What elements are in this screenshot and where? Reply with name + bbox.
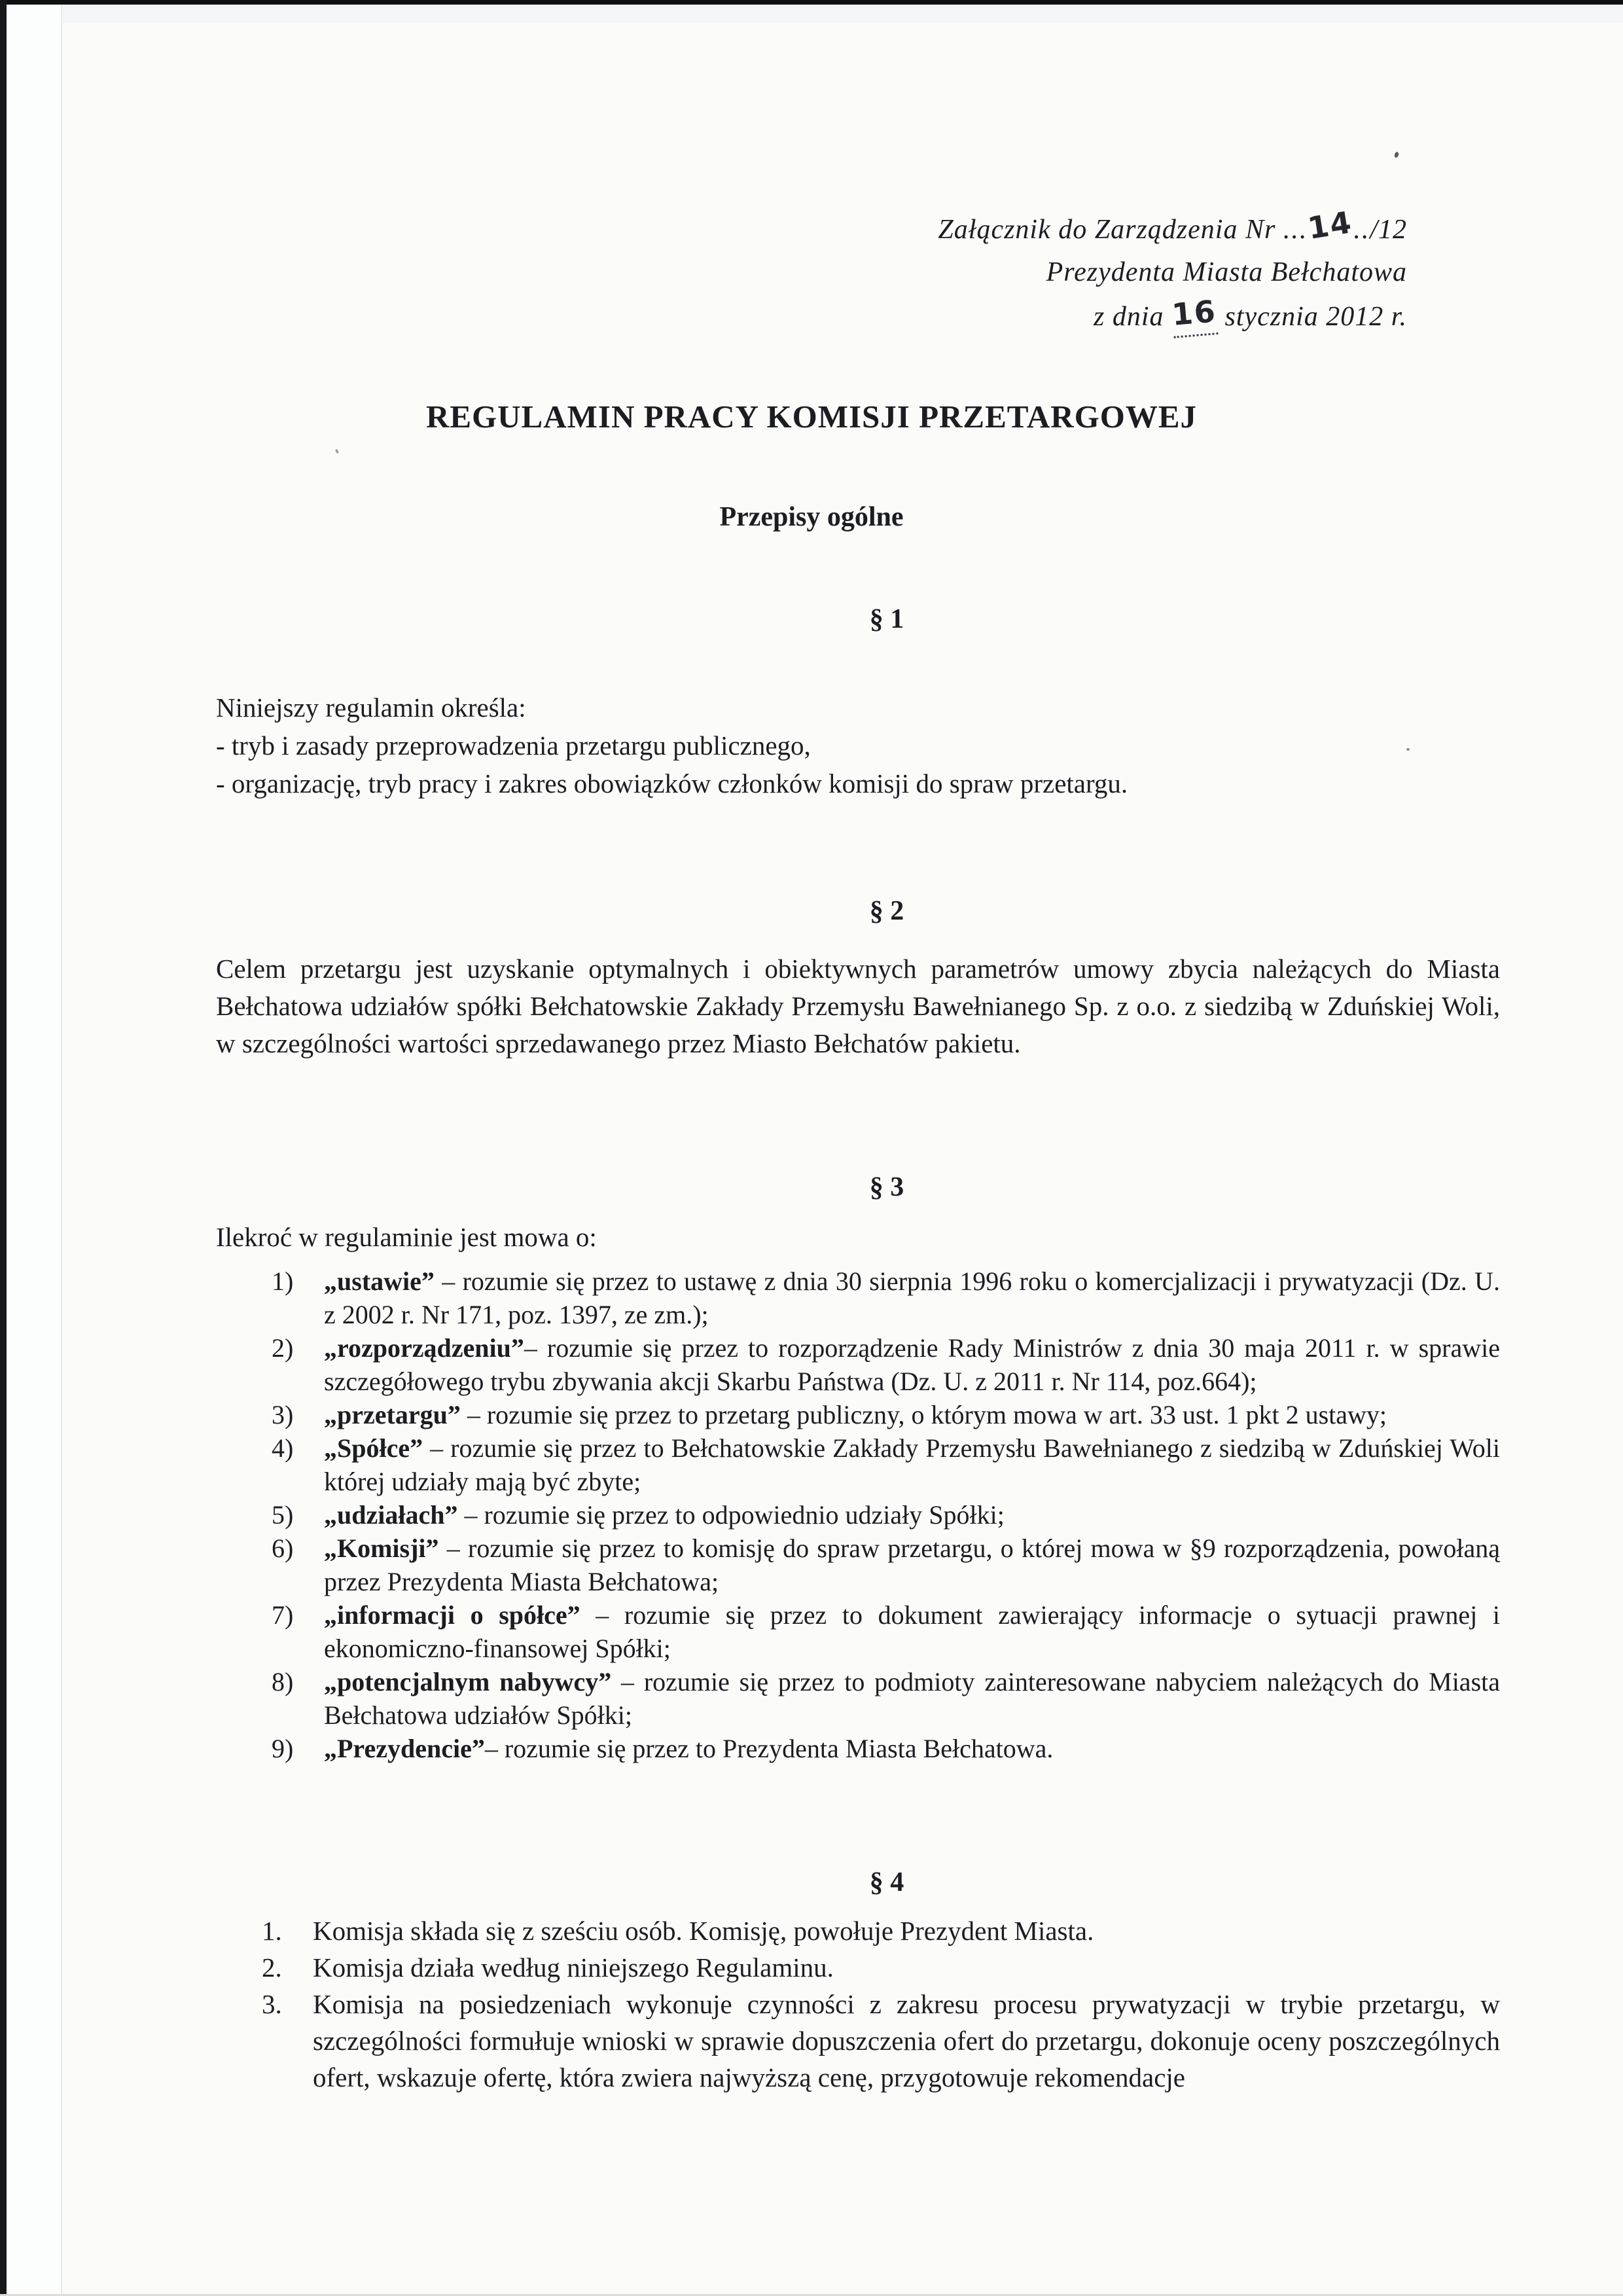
handwritten-number: 14	[1305, 204, 1355, 247]
item-number: 6)	[272, 1534, 294, 1563]
item-text	[324, 1532, 1500, 1598]
item-text	[324, 1398, 1500, 1431]
item-number: 2)	[272, 1333, 294, 1363]
item-definition: – rozumie się przez to Prezydenta Miasta Bełchatowa.	[484, 1734, 1054, 1763]
scan-edge-left	[0, 0, 7, 2296]
document-title: REGULAMIN PRACY KOMISJI PRZETARGOWEJ	[425, 399, 1198, 435]
item-number: 3)	[272, 1400, 294, 1429]
item-number: 8)	[272, 1667, 294, 1696]
item-definition: – rozumie się przez to Bełchatowskie Zakłady Przemysłu Bawełnianego z siedzibą w Zduńskiej Woli której udziały mają być zbyte;	[324, 1433, 1500, 1496]
item-definition: – rozumie się przez to przetarg publiczny, o którym mowa w art. 33 ust. 1 pkt 2 ustawy;	[460, 1400, 1387, 1429]
handwritten-number: 16	[1170, 290, 1219, 338]
attachment-note	[938, 204, 1407, 338]
definition-list-item	[272, 1431, 1500, 1498]
item-text	[324, 1732, 1500, 1765]
item-text	[324, 1431, 1500, 1498]
item-text	[324, 1598, 1500, 1665]
item-number: 7)	[272, 1600, 294, 1630]
section-4-heading: § 4	[869, 1867, 904, 1897]
item-text: Komisja działa według niniejszego Regulaminu.	[313, 1952, 834, 1982]
item-text	[324, 1498, 1500, 1532]
rules-list	[262, 1912, 1500, 2096]
item-term: „Komisji”	[324, 1534, 439, 1563]
item-term: „udziałach”	[324, 1500, 458, 1530]
paragraph: - tryb i zasady przeprowadzenia przetargu publicznego,	[216, 730, 811, 761]
item-definition: – rozumie się przez to podmioty zainteresowane nabyciem należących do Miasta Bełchatowa udziałów Spółki;	[324, 1667, 1500, 1730]
item-text	[324, 1331, 1500, 1398]
rule-list-item	[262, 1986, 1500, 2096]
item-term: „potencjalnym nabywcy”	[324, 1667, 612, 1696]
definition-list-item	[272, 1665, 1500, 1732]
item-text: Komisja na posiedzeniach wykonuje czynności z zakresu procesu prywatyzacji w trybie przetargu, w szczególności formułuje wnioski w sprawie dopuszczenia ofert do przetargu, dokonuje oceny poszczególnych ofert, wskazuje ofertę, która zwiera najwyższą cenę, przygotowuje rekomendacje	[313, 1989, 1500, 2092]
section-3-intro: Ilekroć w regulaminie jest mowa o:	[216, 1222, 597, 1252]
item-term: „rozporządzeniu”	[324, 1333, 524, 1363]
item-term: „ustawie”	[324, 1266, 435, 1296]
attachment-note-line3-text: z dnia	[1093, 302, 1171, 332]
definitions-list	[272, 1265, 1500, 1765]
item-number: 4)	[272, 1433, 294, 1463]
scan-margin-strip	[7, 5, 62, 2296]
section-3-heading: § 3	[869, 1172, 904, 1202]
dotted-blank: ...	[1283, 215, 1308, 245]
item-definition: – rozumie się przez to ustawę z dnia 30 sierpnia 1996 roku o komercjalizacji i prywatyzacji (Dz. U. z 2002 r. Nr 171, poz. 1397, ze zm.);	[324, 1266, 1500, 1329]
item-number: 1.	[262, 1916, 282, 1946]
item-definition: – rozumie się przez to komisję do spraw przetargu, o której mowa w §9 rozporządzenia, powołaną przez Prezydenta Miasta Bełchatowa;	[324, 1534, 1500, 1596]
scan-top-shade	[0, 5, 1623, 23]
item-term: „informacji o spółce”	[324, 1600, 580, 1630]
scan-speck	[1394, 151, 1400, 158]
item-text: Komisja składa się z sześciu osób. Komisję, powołuje Prezydent Miasta.	[313, 1916, 1094, 1946]
item-number: 1)	[272, 1266, 294, 1296]
item-definition: – rozumie się przez to odpowiednio udziały Spółki;	[457, 1500, 1005, 1530]
rule-list-item	[262, 1912, 1500, 1949]
item-term: „Spółce”	[324, 1433, 423, 1463]
item-number: 5)	[272, 1500, 294, 1530]
attachment-note-line1	[938, 204, 1407, 251]
item-number: 3.	[262, 1989, 282, 2019]
item-definition: – rozumie się przez to rozporządzenie Rady Ministrów z dnia 30 maja 2011 r. w sprawie szczegółowego trybu zbywania akcji Skarbu Państwa (Dz. U. z 2011 r. Nr 114, poz.664);	[324, 1333, 1500, 1396]
scan-speck	[335, 448, 340, 454]
item-term: „Prezydencie”	[324, 1734, 485, 1763]
attachment-note-line3-suffix: stycznia 2012 r.	[1217, 302, 1407, 332]
paragraph: - organizację, tryb pracy i zakres obowiązków członków komisji do spraw przetargu.	[216, 768, 1128, 798]
item-number: 9)	[272, 1734, 294, 1763]
item-text	[324, 1665, 1500, 1732]
attachment-note-line2: Prezydenta Miasta Bełchatowa	[1046, 257, 1407, 287]
paragraph: Niniejszy regulamin określa:	[216, 692, 526, 723]
attachment-note-line3	[938, 294, 1407, 338]
item-definition: – rozumie się przez to dokument zawierający informacje o sytuacji prawnej i ekonomiczno-finansowej Spółki;	[324, 1600, 1501, 1663]
document-subtitle: Przepisy ogólne	[719, 502, 904, 532]
definition-list-item	[272, 1265, 1500, 1331]
definition-list-item	[272, 1598, 1500, 1665]
item-term: „przetargu”	[324, 1400, 461, 1429]
definition-list-item	[272, 1498, 1500, 1532]
definition-list-item	[272, 1732, 1500, 1765]
definition-list-item	[272, 1532, 1500, 1598]
section-2-paragraph: Celem przetargu jest uzyskanie optymalnych i obiektywnych parametrów umowy zbycia należących do Miasta Bełchatowa udziałów spółki Bełchatowskie Zakłady Przemysłu Bawełnianego Sp. z o.o. z siedzibą w Zduńskiej Woli, w szczególności wartości sprzedawanego przez Miasto Bełchatów pakietu.	[216, 954, 1500, 1058]
dotted-blank: ..	[1353, 215, 1370, 245]
scan-fold-line	[61, 5, 62, 2296]
definition-list-item	[272, 1331, 1500, 1398]
item-text	[324, 1265, 1500, 1331]
definition-list-item	[272, 1398, 1500, 1431]
section-1-body	[216, 689, 1518, 802]
attachment-note-line1-suffix: /12	[1370, 215, 1407, 245]
rule-list-item	[262, 1949, 1500, 1986]
scan-edge-top	[0, 0, 1623, 5]
section-2-heading: § 2	[869, 896, 904, 926]
item-number: 2.	[262, 1952, 282, 1982]
attachment-note-line1-text: Załącznik do Zarządzenia Nr	[938, 215, 1283, 245]
section-1-heading: § 1	[869, 604, 904, 634]
